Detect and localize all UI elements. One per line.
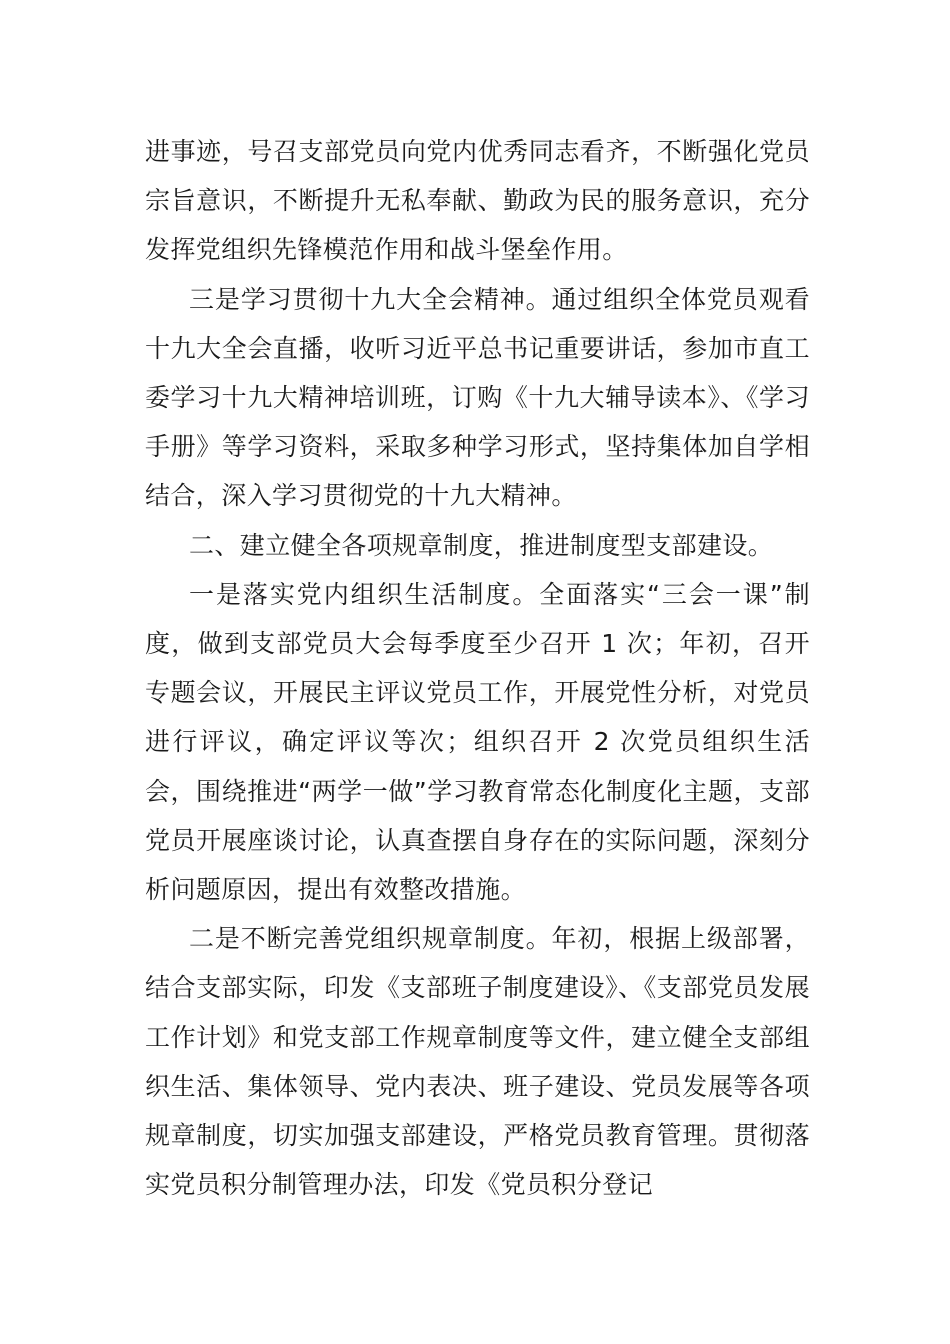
paragraph-study-19th-congress: 三是学习贯彻十九大全会精神。通过组织全体党员观看十九大全会直播，收听习近平总书记重要讲话，参加市直工委学习十九大精神培训班，订购《十九大辅导读本》、《学习手册》等学习资料，采取多种学习形式，坚持集体加自学相结合，深入学习贯彻党的十九大精神。 bbox=[145, 284, 810, 511]
paragraph-organizational-life: 一是落实党内组织生活制度。全面落实“三会一课”制度，做到支部党员大会每季度至少召开 1 次；年初，召开专题会议，开展民主评议党员工作，开展党性分析，对党员进行评议，确定评议等次；组织召开 2 次党员组织生活会，围绕推进“两学一做”学习教育常态化制度化主题，支部党员开展座谈讨论，认真查摆自身存在的实际问题，深刻分析问题原因，提出有效整改措施。 bbox=[145, 579, 810, 905]
section-heading-rules-system: 二、建立健全各项规章制度，推进制度型支部建设。 bbox=[189, 530, 774, 560]
paragraph-continuation: 进事迹，号召支部党员向党内优秀同志看齐，不断强化党员宗旨意识，不断提升无私奉献、勤政为民的服务意识，充分发挥党组织先锋模范作用和战斗堡垒作用。 bbox=[145, 137, 810, 265]
paragraph-party-rules: 二是不断完善党组织规章制度。年初，根据上级部署，结合支部实际，印发《支部班子制度建设》、《支部党员发展工作计划》和党支部工作规章制度等文件，建立健全支部组织生活、集体领导、党内表决、班子建设、党员发展等各项规章制度，切实加强支部建设，严格党员教育管理。贯彻落实党员积分制管理办法，印发《党员积分登记 bbox=[145, 924, 810, 1200]
document-body bbox=[145, 127, 810, 1209]
